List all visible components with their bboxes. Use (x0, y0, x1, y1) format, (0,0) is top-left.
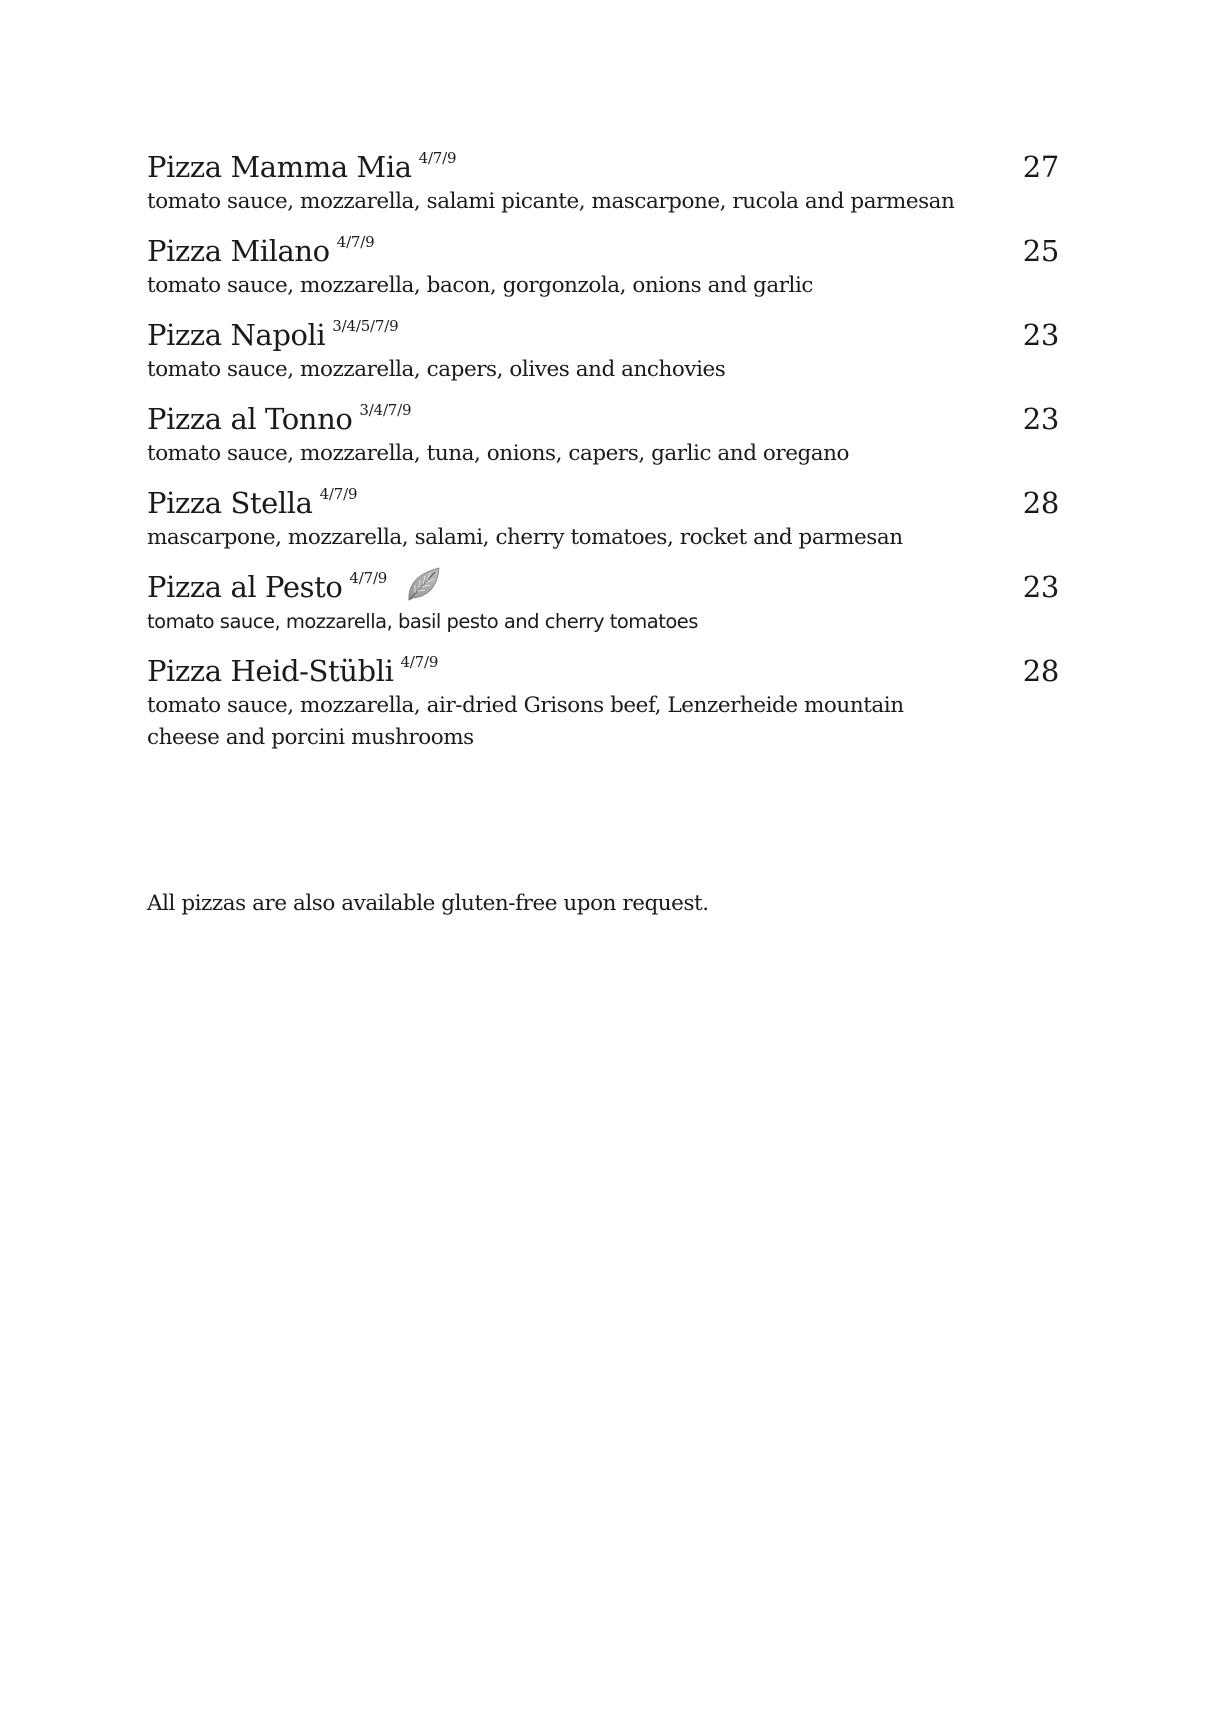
item-allergens: 3/4/7/9 (359, 401, 412, 419)
item-name: Pizza al Tonno (147, 402, 353, 436)
item-description: tomato sauce, mozzarella, bacon, gorgonzola, onions and garlic (147, 273, 813, 298)
menu-item-al-tonno (147, 400, 1059, 470)
item-description: tomato sauce, mozzarella, basil pesto and cherry tomatoes (147, 610, 698, 633)
item-allergens: 3/4/5/7/9 (332, 317, 399, 335)
item-description: tomato sauce, mozzarella, capers, olives and anchovies (147, 357, 726, 382)
item-description: mascarpone, mozzarella, salami, cherry tomatoes, rocket and parmesan (147, 525, 903, 550)
item-allergens: 4/7/9 (319, 485, 358, 503)
gluten-free-note: All pizzas are also available gluten-free upon request. (147, 891, 709, 916)
item-name: Pizza Milano (147, 234, 330, 268)
item-price: 28 (1022, 654, 1059, 688)
item-price: 23 (1022, 402, 1059, 436)
item-price: 23 (1022, 570, 1059, 604)
item-name: Pizza Stella (147, 486, 313, 520)
item-allergens: 4/7/9 (349, 569, 388, 587)
item-name: Pizza Heid-Stübli (147, 654, 394, 688)
menu-item-header (147, 316, 1059, 354)
menu-item-heid-stuebli (147, 652, 1059, 754)
item-description: tomato sauce, mozzarella, air-dried Grisons beef, Lenzerheide mountain cheese and porcini mushrooms (147, 693, 904, 750)
leaf-icon (405, 565, 443, 603)
menu-item-napoli (147, 316, 1059, 386)
item-price: 25 (1022, 234, 1059, 268)
item-price: 23 (1022, 318, 1059, 352)
menu-item-header (147, 568, 1059, 606)
menu-item-mamma-mia (147, 148, 1059, 218)
item-allergens: 4/7/9 (418, 149, 457, 167)
menu-item-header (147, 148, 1059, 186)
item-description: tomato sauce, mozzarella, tuna, onions, capers, garlic and oregano (147, 441, 850, 466)
menu-item-header (147, 652, 1059, 690)
item-price: 28 (1022, 486, 1059, 520)
menu-item-milano (147, 232, 1059, 302)
item-price: 27 (1022, 150, 1059, 184)
item-name: Pizza al Pesto (147, 570, 343, 604)
item-name: Pizza Napoli (147, 318, 326, 352)
menu-item-al-pesto (147, 568, 1059, 638)
menu-item-header (147, 232, 1059, 270)
item-allergens: 4/7/9 (336, 233, 375, 251)
menu-item-header (147, 400, 1059, 438)
menu-item-stella (147, 484, 1059, 554)
item-allergens: 4/7/9 (400, 653, 439, 671)
item-description: tomato sauce, mozzarella, salami picante, mascarpone, rucola and parmesan (147, 189, 955, 214)
pizza-menu (147, 148, 1059, 768)
item-name: Pizza Mamma Mia (147, 150, 412, 184)
menu-item-header (147, 484, 1059, 522)
